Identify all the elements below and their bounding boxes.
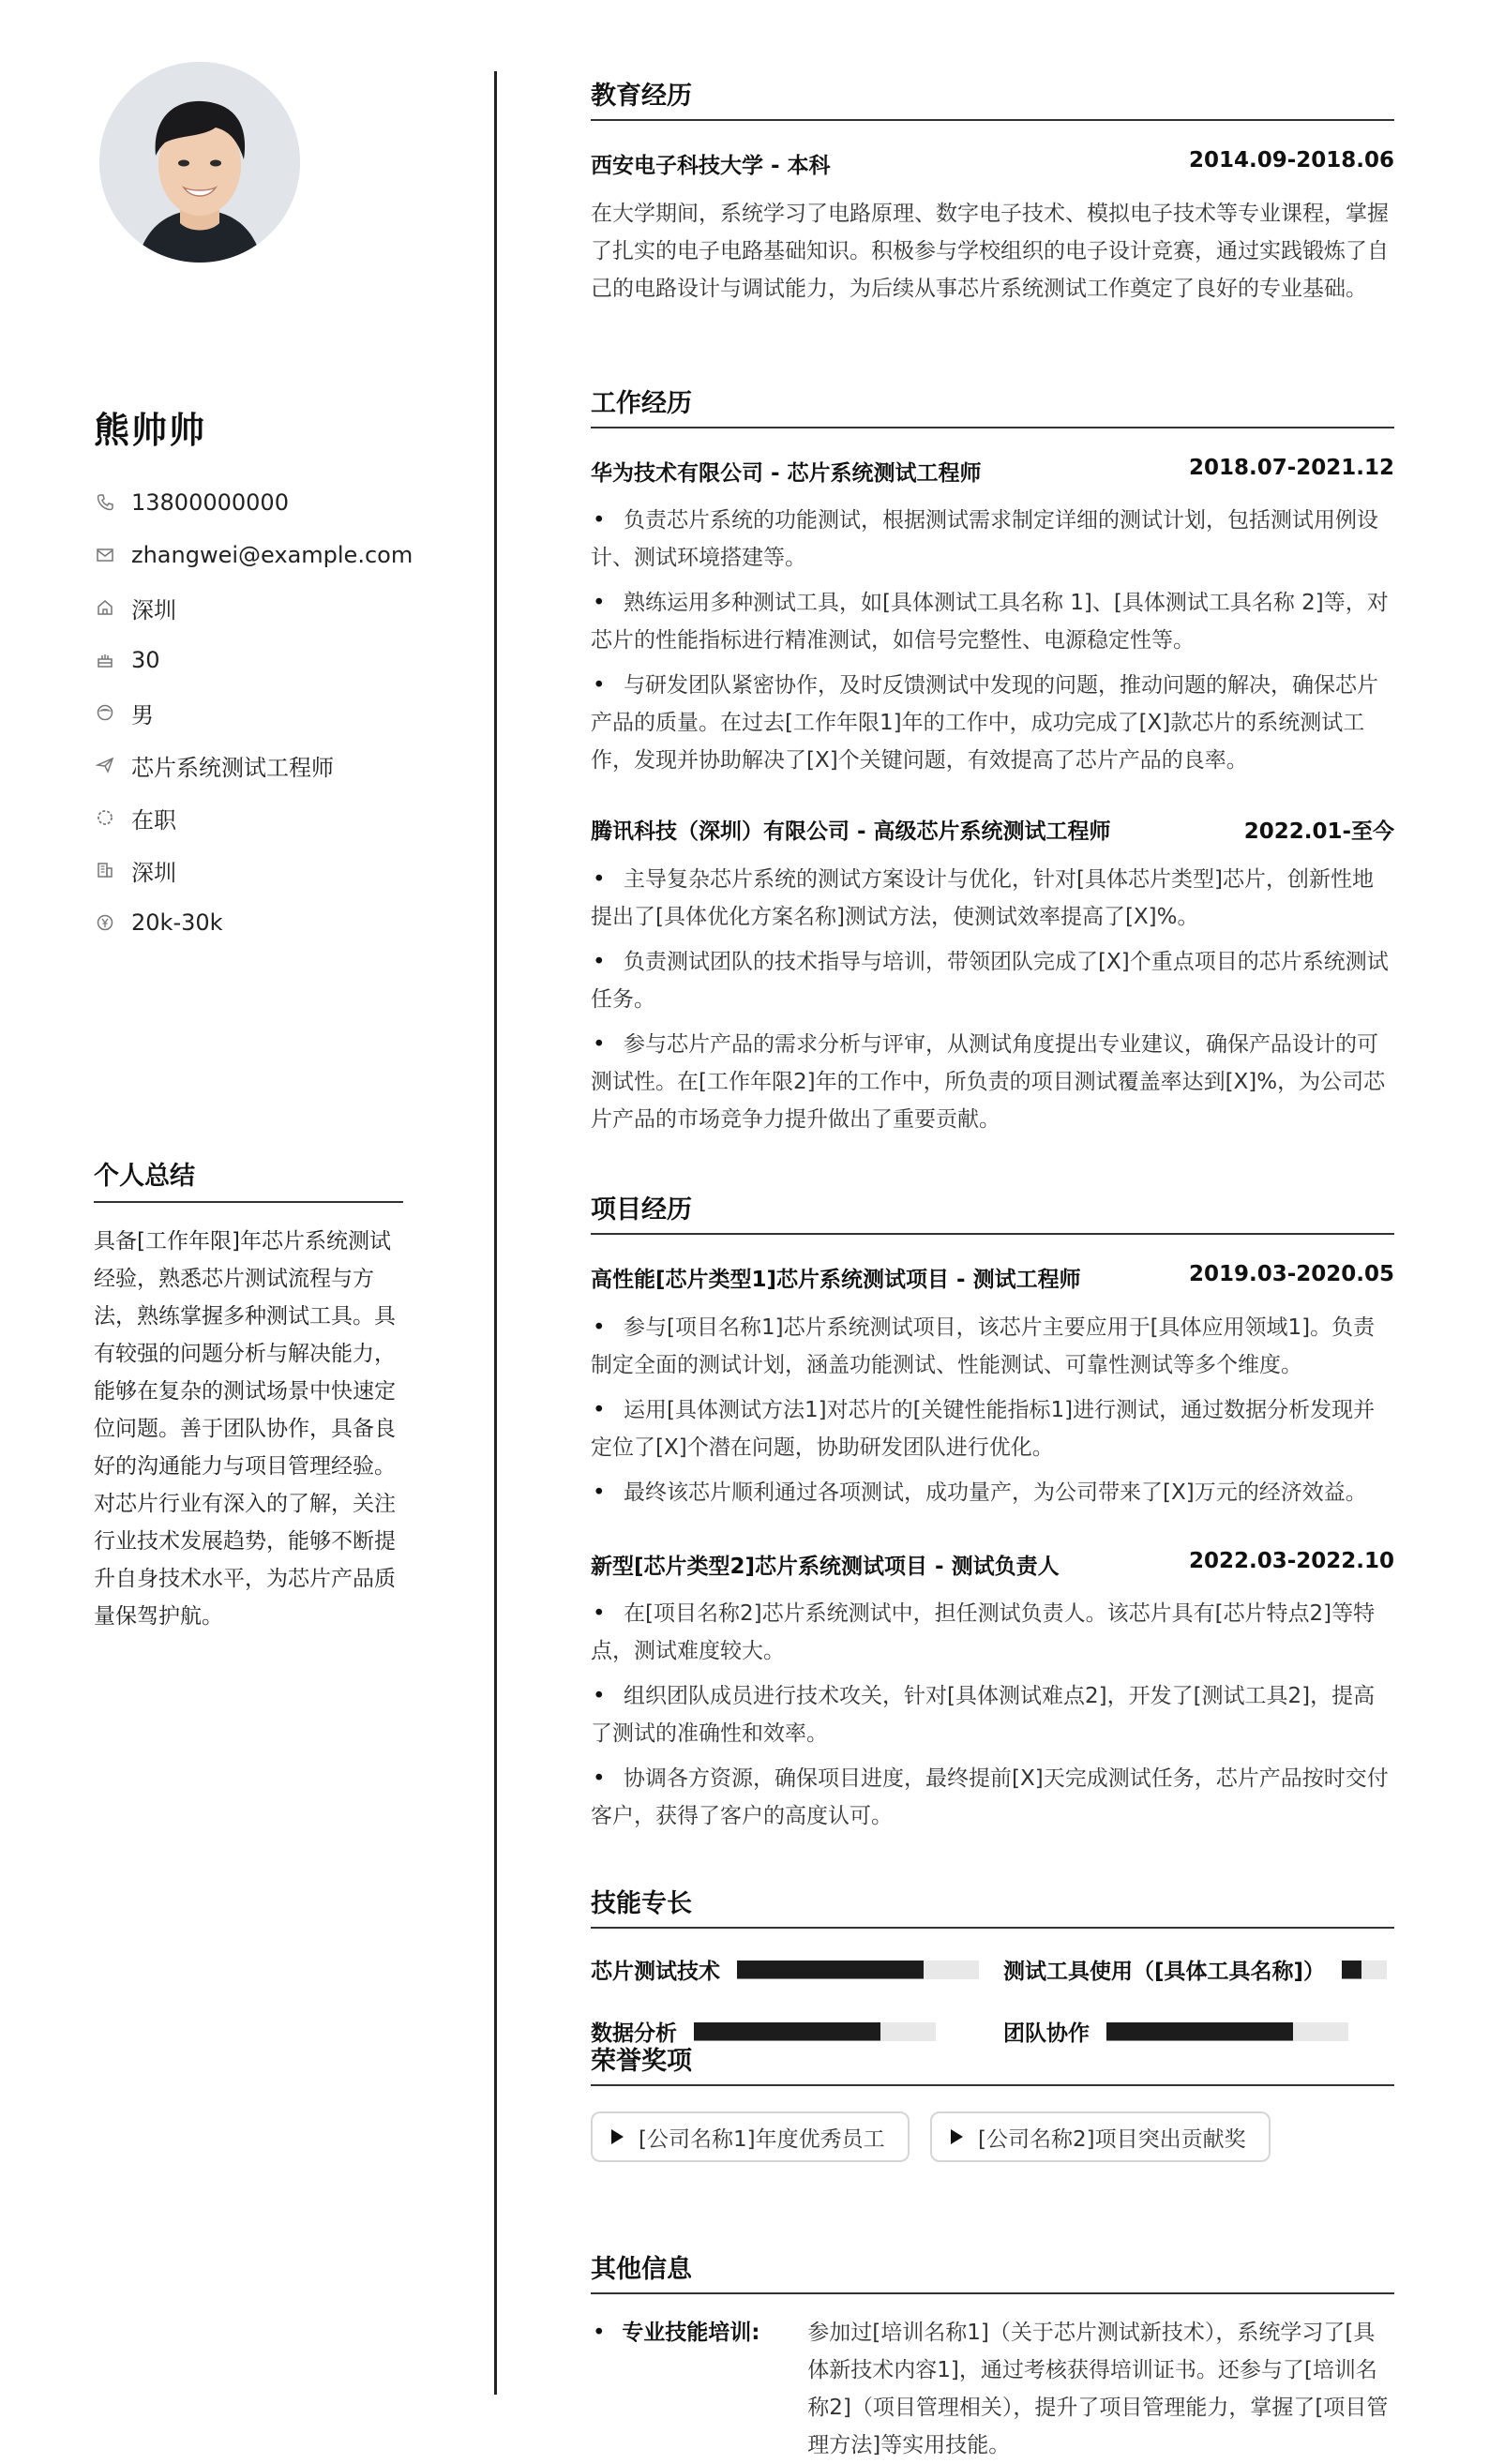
work-bullets — [591, 502, 1394, 787]
project-bullets — [591, 1309, 1394, 1519]
skill-level-bar — [1106, 2022, 1348, 2041]
award-label: [公司名称2]项目突出贡献奖 — [978, 2126, 1246, 2152]
send-icon — [94, 754, 116, 776]
play-icon — [611, 2129, 624, 2144]
skill-level-bar — [1342, 1961, 1387, 1979]
other-label: 专业技能培训: — [622, 2321, 760, 2345]
skill-name: 芯片测试技术 — [591, 1960, 720, 1984]
project-name: 新型[芯片类型2]芯片系统测试项目 - 测试负责人 — [591, 1555, 1060, 1579]
skill-name: 团队协作 — [1003, 2021, 1090, 2046]
status-icon — [94, 806, 116, 829]
skill-level-bar — [694, 2022, 936, 2041]
play-icon — [951, 2129, 963, 2144]
work-date: 2022.01-至今 — [1243, 819, 1394, 844]
other-info — [591, 2314, 1394, 2464]
award-item — [930, 2111, 1271, 2162]
info-email — [94, 529, 414, 581]
profile-name: 熊帅帅 — [94, 410, 207, 451]
info-email-text: zhangwei@example.com — [131, 542, 414, 568]
skill-level-fill — [694, 2022, 880, 2041]
list-item: • 运用[具体测试方法1]对芯片的[关键性能指标1]进行测试，通过数据分析发现并定位了[X]个潜在问题，协助研发团队进行优化。 — [591, 1391, 1394, 1466]
list-item: • 参与[项目名称1]芯片系统测试项目，该芯片主要应用于[具体应用领域1]。负责制定全面的测试计划，涵盖功能测试、性能测试、可靠性测试等多个维度。 — [591, 1309, 1394, 1384]
list-item: • 负责芯片系统的功能测试，根据测试需求制定详细的测试计划，包括测试用例设计、测试环境搭建等。 — [591, 502, 1394, 577]
avatar — [99, 62, 300, 263]
list-item: • 最终该芯片顺利通过各项测试，成功量产，为公司带来了[X]万元的经济效益。 — [591, 1474, 1394, 1511]
skill-level-fill — [737, 1961, 924, 1979]
list-item: • 熟练运用多种测试工具，如[具体测试工具名称 1]、[具体测试工具名称 2]等，对芯片的性能指标进行精准测试，如信号完整性、电源稳定性等。 — [591, 584, 1394, 659]
summary-text: 具备[工作年限]年芯片系统测试经验，熟悉芯片测试流程与方法，熟练掌握多种测试工具。具有较强的问题分析与解决能力，能够在复杂的测试场景中快速定位问题。善于团队协作，具备良好的沟通能力与项目管理经验。对芯片行业有深入的了解，关注行业技术发展趋势，能够不断提升自身技术水平，为芯片产品质量保驾护航。 — [94, 1229, 396, 1629]
info-age — [94, 634, 408, 686]
skill-name: 测试工具使用（[具体工具名称]） — [1003, 1960, 1326, 1984]
award-label: [公司名称1]年度优秀员工 — [639, 2126, 885, 2152]
bullet-dot: • — [593, 2321, 606, 2345]
work-company: 华为技术有限公司 - 芯片系统测试工程师 — [591, 461, 982, 486]
skill-name: 数据分析 — [591, 2021, 677, 2046]
education-description: 在大学期间，系统学习了电路原理、数字电子技术、模拟电子技术等专业课程，掌握了扎实的电子电路基础知识。积极参与学校组织的电子设计竞赛，通过实践锻炼了自己的电路设计与调试能力，为后续从事芯片系统测试工作奠定了良好的专业基础。 — [591, 202, 1389, 301]
list-item: • 参与芯片产品的需求分析与评审，从测试角度提出专业建议，确保产品设计的可测试性。在[工作年限2]年的工作中，所负责的项目测试覆盖率达到[X]%，为公司芯片产品的市场竞争力提升做出了重要贡献。 — [591, 1026, 1394, 1138]
portrait-illustration — [99, 62, 300, 263]
skill-level-fill — [1106, 2022, 1293, 2041]
info-position — [94, 739, 408, 791]
skill-level-bar — [737, 1961, 979, 1979]
summary-title: 个人总结 — [94, 1155, 403, 1203]
projects-title: 项目经历 — [591, 1189, 1394, 1235]
info-salary-text: 20k-30k — [131, 909, 223, 936]
work-company: 腾讯科技（深圳）有限公司 - 高级芯片系统测试工程师 — [591, 819, 1111, 844]
phone-icon — [94, 491, 116, 514]
work-entry-head — [591, 456, 1394, 487]
education-title: 教育经历 — [591, 75, 1394, 121]
info-gender-text: 男 — [131, 701, 154, 729]
info-city — [94, 581, 408, 634]
gender-icon — [94, 701, 116, 724]
education-entry-head — [591, 148, 1394, 179]
column-divider — [494, 71, 497, 2395]
skill-item — [591, 1954, 979, 1985]
project-entry-head — [591, 1549, 1394, 1580]
education-school: 西安电子科技大学 - 本科 — [591, 154, 831, 178]
skill-level-fill — [1342, 1961, 1361, 1979]
info-phone — [94, 476, 408, 529]
award-item — [591, 2111, 910, 2162]
project-date: 2022.03-2022.10 — [1188, 1549, 1394, 1573]
info-location — [94, 844, 408, 896]
work-title: 工作经历 — [591, 383, 1394, 428]
work-date: 2018.07-2021.12 — [1188, 456, 1394, 480]
building-icon — [94, 859, 116, 881]
info-status-text: 在职 — [131, 806, 176, 834]
skills-title: 技能专长 — [591, 1883, 1394, 1929]
awards-title: 荣誉奖项 — [591, 2040, 1394, 2086]
skill-item — [1003, 1954, 1387, 1985]
education-date: 2014.09-2018.06 — [1188, 148, 1394, 173]
project-bullets — [591, 1595, 1394, 1842]
info-location-text: 深圳 — [131, 859, 176, 886]
list-item: • 组织团队成员进行技术攻关，针对[具体测试难点2]，开发了[测试工具2]，提高了测试的准确性和效率。 — [591, 1677, 1394, 1752]
list-item: • 负责测试团队的技术指导与培训，带领团队完成了[X]个重点项目的芯片系统测试任务。 — [591, 943, 1394, 1018]
info-age-text: 30 — [131, 647, 160, 673]
list-item: • 与研发团队紧密协作，及时反馈测试中发现的问题，推动问题的解决，确保芯片产品的质量。在过去[工作年限1]年的工作中，成功完成了[X]款芯片的系统测试工作，发现并协助解决了[X]个关键问题，有效提高了芯片产品的良率。 — [591, 667, 1394, 779]
list-item: • 主导复杂芯片系统的测试方案设计与优化，针对[具体芯片类型]芯片，创新性地提出了[具体优化方案名称]测试方法，使测试效率提高了[X]%。 — [591, 861, 1394, 936]
other-text: 参加过[培训名称1]（关于芯片测试新技术），系统学习了[具体新技术内容1]，通过考核获得培训证书。还参与了[培训名称2]（项目管理相关），提升了项目管理能力，掌握了[项目管理方法]等实用技能。 — [807, 2321, 1389, 2457]
work-bullets — [591, 861, 1394, 1146]
info-phone-text: 13800000000 — [131, 489, 289, 516]
info-city-text: 深圳 — [131, 596, 176, 624]
work-entry-head — [591, 814, 1394, 845]
home-icon — [94, 596, 116, 619]
info-salary — [94, 896, 408, 949]
project-entry-head — [591, 1262, 1394, 1293]
info-status — [94, 791, 408, 844]
project-name: 高性能[芯片类型1]芯片系统测试项目 - 测试工程师 — [591, 1268, 1081, 1292]
info-gender — [94, 686, 408, 739]
list-item: • 协调各方资源，确保项目进度，最终提前[X]天完成测试任务，芯片产品按时交付客户，获得了客户的高度认可。 — [591, 1760, 1394, 1835]
info-position-text: 芯片系统测试工程师 — [131, 754, 334, 781]
project-date: 2019.03-2020.05 — [1188, 1262, 1394, 1286]
contact-info-list — [94, 476, 414, 949]
other-title: 其他信息 — [591, 2248, 1394, 2294]
list-item: • 在[项目名称2]芯片系统测试中，担任测试负责人。该芯片具有[芯片特点2]等特点，测试难度较大。 — [591, 1595, 1394, 1670]
mail-icon — [94, 544, 116, 566]
salary-icon — [94, 911, 116, 934]
cake-icon — [94, 649, 116, 671]
